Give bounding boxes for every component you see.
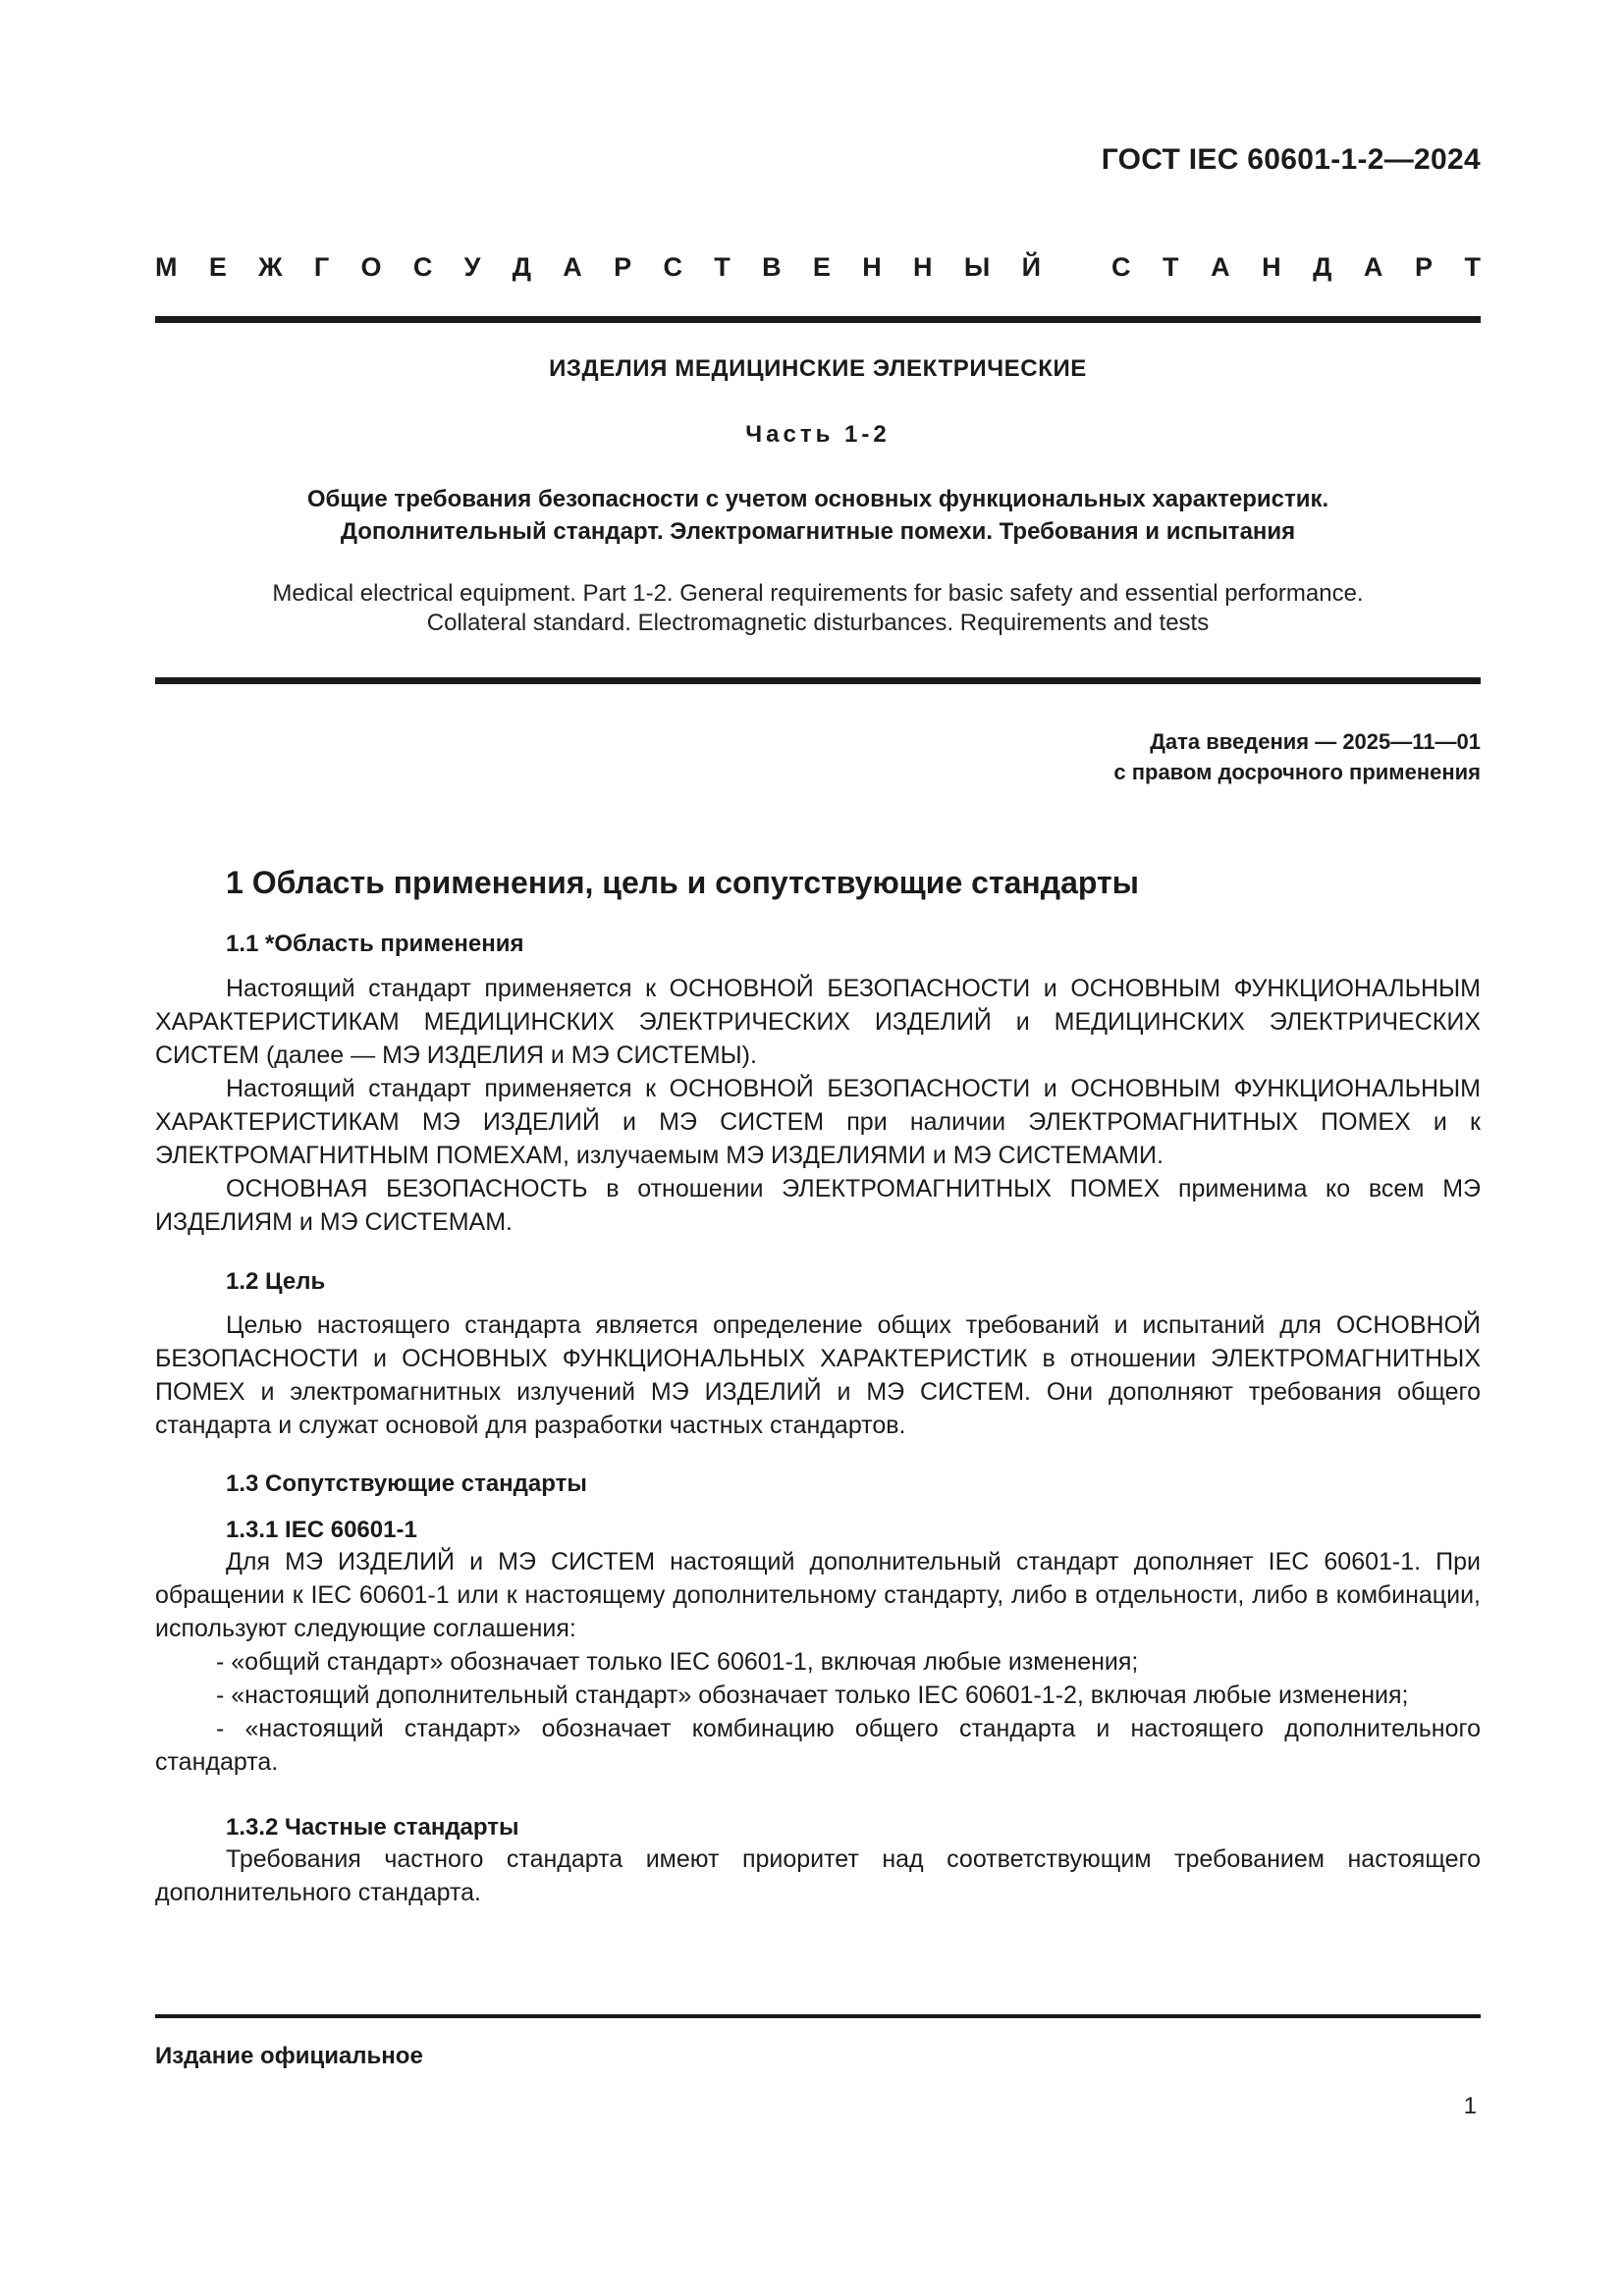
letter: А <box>563 252 582 282</box>
letter: Ж <box>258 252 283 282</box>
section-1-1-heading: 1.1 *Область применения <box>226 931 524 957</box>
document-number: ГОСТ IEC 60601-1-2—2024 <box>1101 143 1481 176</box>
section-1-2-heading: 1.2 Цель <box>226 1268 326 1295</box>
letter: Й <box>1021 252 1041 282</box>
letter: Н <box>862 252 882 282</box>
subtitle-line: Дополнительный стандарт. Электромагнитные помехи. Требования и испытания <box>340 518 1296 545</box>
letter: В <box>762 252 782 282</box>
paragraph: Требования частного стандарта имеют приоритет над соответствующим требованием настоящего дополнительного стандарта. <box>155 1845 1481 1906</box>
paragraph: Для МЭ ИЗДЕЛИЙ и МЭ СИСТЕМ настоящий дополнительный стандарт дополняет IEC 60601-1. При обращении к IEC 60601-1 или к настоящему дополнительному стандарту, либо в отдельности, либо в комбинации, используют следующие соглашения: <box>155 1548 1481 1642</box>
section-1-heading: 1 Область применения, цель и сопутствующие стандарты <box>226 865 1139 900</box>
letter: У <box>463 252 481 282</box>
introduction-date <box>1113 726 1481 787</box>
letter: Н <box>913 252 933 282</box>
paragraph: Целью настоящего стандарта является определение общих требований и испытаний для ОСНОВНОЙ БЕЗОПАСНОСТИ и ОСНОВНЫХ ФУНКЦИОНАЛЬНЫХ ХАРАКТЕРИСТИК в отношении ЭЛЕКТРОМАГНИТНЫХ ПОМЕХ и электромагнитных излучений МЭ ИЗДЕЛИЙ и МЭ СИСТЕМ. Они дополняют требования общего стандарта и служат основой для разработки частных стандартов. <box>155 1311 1481 1439</box>
letter: А <box>1211 252 1230 282</box>
section-1-3-heading: 1.3 Сопутствующие стандарты <box>226 1470 587 1497</box>
letter: А <box>1363 252 1383 282</box>
subtitle <box>155 483 1481 548</box>
list-item: - «настоящий дополнительный стандарт» обозначает только IEC 60601-1-2, включая любые изменения; <box>216 1682 1409 1709</box>
section-1-3-2-heading: 1.3.2 Частные стандарты <box>226 1814 519 1841</box>
interstate-word <box>155 252 1041 283</box>
section-1-3-1-heading: 1.3.1 IEC 60601-1 <box>226 1517 417 1543</box>
letter: Д <box>512 252 531 282</box>
letter: М <box>155 252 178 282</box>
section-1-3-2-body <box>155 1842 1481 1909</box>
paragraph: Настоящий стандарт применяется к ОСНОВНОЙ БЕЗОПАСНОСТИ и ОСНОВНЫМ ФУНКЦИОНАЛЬНЫМ ХАРАКТЕРИСТИКАМ МЕДИЦИНСКИХ ЭЛЕКТРИЧЕСКИХ ИЗДЕЛИЙ и МЕДИЦИНСКИХ ЭЛЕКТРИЧЕСКИХ СИСТЕМ (далее — МЭ ИЗДЕЛИЯ и МЭ СИСТЕМЫ). <box>155 975 1481 1069</box>
letter: Р <box>1414 252 1433 282</box>
list-item: - «настоящий стандарт» обозначает комбинацию общего стандарта и настоящего дополнительного стандарта. <box>155 1715 1481 1776</box>
intro-date-text: Дата введения — 2025—11—01 <box>1150 729 1481 754</box>
interstate-standard-label <box>155 252 1481 283</box>
letter: Т <box>1163 252 1179 282</box>
paragraph: ОСНОВНАЯ БЕЗОПАСНОСТЬ в отношении ЭЛЕКТРОМАГНИТНЫХ ПОМЕХ применима ко всем МЭ ИЗДЕЛИЯМ и МЭ СИСТЕМАМ. <box>155 1175 1481 1236</box>
letter: Д <box>1313 252 1332 282</box>
english-title <box>155 579 1481 638</box>
letter: Н <box>1262 252 1281 282</box>
letter: Г <box>313 252 330 282</box>
standard-word <box>1111 252 1481 283</box>
letter: Р <box>614 252 632 282</box>
letter: С <box>1111 252 1131 282</box>
english-title-line: Collateral standard. Electromagnetic disturbances. Requirements and tests <box>426 610 1210 636</box>
footer-rule <box>155 2014 1481 2018</box>
english-title-line: Medical electrical equipment. Part 1-2. General requirements for basic safety and essential performance. <box>272 580 1364 607</box>
main-title: ИЗДЕЛИЯ МЕДИЦИНСКИЕ ЭЛЕКТРИЧЕСКИЕ <box>549 355 1087 382</box>
subtitle-line: Общие требования безопасности с учетом основных функциональных характеристик. <box>306 486 1329 512</box>
section-1-1-body <box>155 972 1481 1239</box>
section-1-2-body <box>155 1308 1481 1442</box>
official-edition-label: Издание официальное <box>155 2043 423 2069</box>
title-bottom-rule <box>155 677 1481 684</box>
top-rule <box>155 316 1481 323</box>
letter: Е <box>208 252 227 282</box>
section-1-3-1-body <box>155 1545 1481 1779</box>
paragraph: Настоящий стандарт применяется к ОСНОВНОЙ БЕЗОПАСНОСТИ и ОСНОВНЫМ ФУНКЦИОНАЛЬНЫМ ХАРАКТЕРИСТИКАМ МЭ ИЗДЕЛИЙ и МЭ СИСТЕМ при наличии ЭЛЕКТРОМАГНИТНЫХ ПОМЕХ и к ЭЛЕКТРОМАГНИТНЫМ ПОМЕХАМ, излучаемым МЭ ИЗДЕЛИЯМИ и МЭ СИСТЕМАМИ. <box>155 1075 1481 1169</box>
page-number: 1 <box>1463 2093 1477 2119</box>
letter: С <box>663 252 682 282</box>
early-application-text: с правом досрочного применения <box>1113 760 1481 784</box>
part-label: Часть 1-2 <box>745 421 891 448</box>
letter: О <box>360 252 382 282</box>
letter: Е <box>812 252 831 282</box>
letter: С <box>412 252 433 282</box>
letter: Т <box>1464 252 1481 282</box>
list-item: - «общий стандарт» обозначает только IEC 60601-1, включая любые изменения; <box>216 1648 1139 1676</box>
letter: Т <box>714 252 731 282</box>
letter: Ы <box>963 252 991 282</box>
